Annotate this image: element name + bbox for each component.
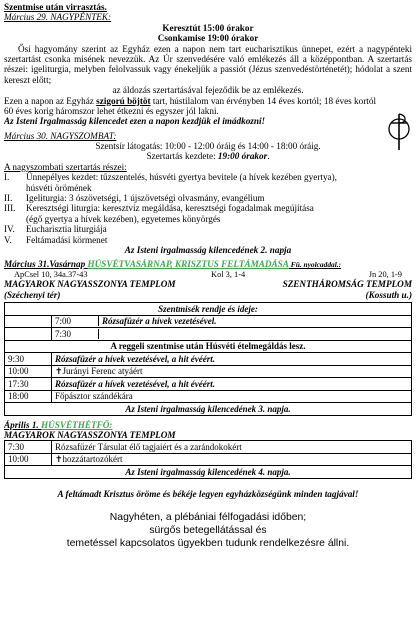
list-text: Eucharisztia liturgiája <box>26 224 107 235</box>
schedule-text: ✝Jurányi Ferenc atyáért <box>52 365 412 378</box>
schedule-time: 17:30 <box>5 378 52 391</box>
schedule-blessing: A reggeli szentmise után Húsvéti ételmegáldás lesz. <box>5 340 412 353</box>
sunday-schedule-table <box>4 302 412 416</box>
table-row <box>5 365 412 378</box>
monday-schedule-table <box>4 440 412 479</box>
friday-date: Március 29. NAGYPÉNTEK: <box>4 12 112 23</box>
friday-stations: Keresztút 15:00 órakor <box>162 22 254 33</box>
list-text: (égő gyertya a hívek kezében), egyetemes könyörgés <box>26 213 221 224</box>
schedule-text: Rózsafüzér a hívek vezetésével. <box>102 316 217 327</box>
schedule-time: 7:30 <box>52 329 99 339</box>
list-item <box>4 172 412 182</box>
sunday-date: Március 31.Vasárnap HÚSVÉTVASÁRNAP, KRISZTUS FELTÁMADÁSA Fü. nyolcaddal.: <box>4 259 342 270</box>
sunday-readings <box>4 270 412 279</box>
list-number <box>4 214 26 224</box>
list-item <box>4 224 412 234</box>
monday-date: Április 1. HÚSVÉTHÉTFŐ: <box>4 419 113 430</box>
strict-fast: szigorú böjtöt <box>96 95 151 106</box>
schedule-time: 9:30 <box>5 353 52 366</box>
list-text: Keresztségi liturgia: keresztvíz megáldása, keresztségi fogadalmak megújítása <box>26 203 314 214</box>
list-item <box>4 183 412 193</box>
friday-mass: Csonkamise 19:00 órakor <box>157 33 259 44</box>
table-row <box>5 378 412 391</box>
schedule-text: ✝hozzátartozókért <box>52 453 412 466</box>
friday-paragraph-end: az áldozás szertartásával fejeződik be az emlékezés. <box>112 85 304 96</box>
table-row <box>5 353 412 366</box>
list-text: Ünnepélyes kezdet: tűzszentelés, húsvéti gyertya bevitele (a hívek kezében gyertya), <box>26 172 337 183</box>
list-number: IV. <box>4 224 15 235</box>
list-item <box>4 203 412 213</box>
reading-1: ApCsel 10, 34a.37-43 <box>14 269 88 279</box>
table-row <box>5 390 412 403</box>
monday-church: MAGYAROK NAGYASSZONYA TEMPLOM <box>4 429 176 440</box>
list-number: III. <box>4 203 16 214</box>
sunday-novena: Az Isteni irgalmasság kilencedének 3. napja. <box>5 403 412 416</box>
schedule-text: Rózsafüzér Társulat élő tagjaiért és a zarándokokért <box>52 441 412 454</box>
church-left-sub: (Széchenyi tér) <box>4 289 61 300</box>
church-right: SZENTHÁROMSÁG TEMPLOM <box>282 279 412 290</box>
saturday-visit: Szentsír látogatás: 10:00 - 12:00 óráig és 14:00 - 18:00 óráig. <box>95 141 321 152</box>
schedule-text: Rózsafüzér a hívek vezetésével, a hit évéért. <box>52 378 412 391</box>
church-right-sub: (Kossuth u.) <box>365 289 412 300</box>
schedule-time: 7:30 <box>5 441 52 454</box>
saturday-start: Szertartás kezdete: 19:00 órakor. <box>146 151 270 162</box>
saturday-novena: Az Isteni irgalmasság kilencedének 2. napja <box>124 244 292 255</box>
list-text: húsvéti örömének <box>26 182 92 193</box>
schedule-time: 10:00 <box>5 453 52 466</box>
sunday-church-subs <box>4 290 412 300</box>
section-title: Szentmise után virrasztás. <box>4 2 107 12</box>
list-number: V. <box>4 234 12 245</box>
saturday-parts-list <box>4 172 412 245</box>
monday-novena: Az Isteni irgalmasság kilencedének 4. napja. <box>5 466 412 479</box>
reading-3: Jn 20, 1-9 <box>368 269 402 279</box>
reading-2: Kol 3, 1-4 <box>211 269 246 279</box>
list-number <box>4 183 26 193</box>
list-number: I. <box>4 172 10 183</box>
friday-fast-paragraph: Ezen a napon az Egyház szigorú böjtöt tart, hústilalom van érvényben 14 éves kortól; 18 éves kortól 60 éves korig háromszor lehet étkezni és egyszer jól lakni. <box>4 95 376 116</box>
chi-rho-cross-icon <box>386 112 412 152</box>
friday-novena: Az Isteni Irgalmasság kilencedet ezen a napon kezdjük el imádkozni! <box>4 116 266 127</box>
schedule-text: Rózsafüzér a hívek vezetésével, a hit évéért. <box>52 353 412 366</box>
friday-paragraph: Ősi hagyomány szerint az Egyház ezen a napon nem tart eucharisztikus ünnepet, ezért a nagypénteki szertartást csonka misének nevezzük. Az Úr szenvedésére való emlékezés áll a középpontban. A szertartás részei: igeliturgia, melyben felolvassuk vagy énekeljük a passiót (Jézus szenvedéstörténetét); hódolat a szent kereszt előtt; <box>4 43 412 85</box>
schedule-time: 18:00 <box>5 390 52 403</box>
bulletin-page <box>4 2 412 550</box>
church-left: MAGYAROK NAGYASSZONYA TEMPLOM <box>4 279 176 290</box>
saturday-date: Március 30. NAGYSZOMBAT: <box>4 130 117 141</box>
schedule-title: Szentmisék rendje és ideje: <box>5 303 412 316</box>
list-number: II. <box>4 193 13 204</box>
schedule-time: 7:00 <box>52 316 99 326</box>
saturday-parts-title: A nagyszombati szertartás részei: <box>4 161 127 172</box>
table-row <box>5 453 412 466</box>
list-item <box>4 214 412 224</box>
office-hours-note: Nagyhéten, a plébániai félfogadási időben; sürgős betegellátással és temetéssel kapcsolatos ügyekben tudunk rendelkezésre állni. <box>66 512 350 550</box>
table-row <box>5 441 412 454</box>
list-item <box>4 235 412 245</box>
sunday-churches <box>4 279 412 289</box>
schedule-time: 10:00 <box>5 365 52 378</box>
list-item <box>4 193 412 203</box>
list-text: Igeliturgia: 3 ószövetségi, 1 újszövetségi olvasmány, evangélium <box>26 193 265 204</box>
closing-blessing: A feltámadt Krisztus öröme és békéje legyen egyházközségünk minden tagjával! <box>57 488 359 499</box>
list-text: Feltámadási körmenet <box>26 234 108 245</box>
schedule-text: Főpásztor szándékára <box>52 390 412 403</box>
